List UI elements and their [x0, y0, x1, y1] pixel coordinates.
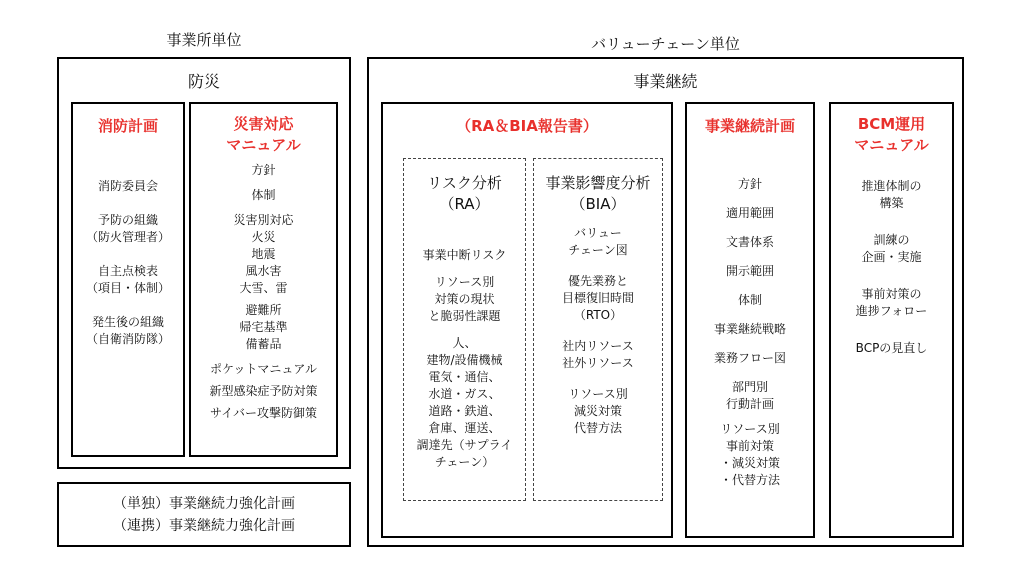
enhancement-plan-single: （単独）事業継続力強化計画 — [113, 496, 295, 512]
bcp-item: ・減災対策 — [719, 456, 780, 470]
bia-item: チェーン図 — [568, 243, 628, 257]
disaster-manual-item: 大雪、雷 — [239, 281, 288, 295]
bcm-manual-items — [831, 178, 952, 357]
bia-item: 社内リソース — [562, 339, 634, 353]
fire-plan-title: 消防計画 — [97, 117, 158, 135]
risk-analysis-item: 水道・ガス、 — [428, 387, 501, 401]
business-continuity-title: 事業継続 — [633, 72, 698, 91]
ra-bia-report-title: （RA＆BIA報告書） — [456, 117, 598, 135]
risk-analysis-item: 電気・通信、 — [428, 370, 501, 384]
disaster-manual-item: 災害別対応 — [233, 213, 294, 227]
disaster-manual-item: 備蓄品 — [245, 337, 282, 351]
fire-plan-item: （防火管理者） — [85, 230, 170, 244]
bcp-item: 開示範囲 — [725, 264, 774, 278]
bcp-item: 方針 — [737, 177, 762, 191]
bcp-items — [687, 176, 813, 489]
bcp-item: 文書体系 — [725, 235, 774, 249]
fire-plan-item: 発生後の組織 — [91, 315, 164, 329]
business-continuity-enhancement-panel — [57, 482, 351, 547]
business-continuity-panel — [367, 57, 964, 547]
disaster-prevention-panel — [57, 57, 351, 469]
disaster-manual-box — [189, 102, 338, 457]
risk-analysis-abbr: （RA） — [439, 195, 490, 213]
disaster-prevention-title: 防災 — [187, 72, 220, 91]
bcp-title: 事業継続計画 — [704, 117, 795, 135]
bia-item: リソース別 — [568, 387, 628, 401]
disaster-manual-item: 体制 — [251, 188, 276, 202]
risk-analysis-item: 調達先（サプライ — [416, 438, 513, 452]
bcp-item: 事前対策 — [725, 439, 774, 453]
business-impact-analysis-title-text: 事業影響度分析 — [545, 174, 651, 192]
fire-plan-items — [73, 178, 183, 348]
disaster-manual-item: 地震 — [251, 247, 276, 261]
fire-plan-item: 消防委員会 — [97, 179, 158, 193]
enhancement-plan-collaborative: （連携）事業継続力強化計画 — [113, 518, 295, 534]
bcp-item: リソース別 — [720, 422, 780, 436]
bcp-item: 部門別 — [731, 380, 768, 394]
bcp-item: ・代替方法 — [719, 473, 780, 487]
risk-analysis-item: 道路・鉄道、 — [428, 404, 501, 418]
disaster-manual-item: 帰宅基準 — [239, 320, 288, 334]
disaster-manual-title — [191, 114, 336, 156]
fire-plan-item: （自衛消防隊） — [85, 332, 170, 346]
bcm-manual-item: 事前対策の — [861, 287, 922, 301]
risk-analysis-box — [403, 158, 526, 501]
bia-item: バリュー — [574, 226, 622, 240]
disaster-manual-item: 避難所 — [245, 303, 282, 317]
bia-item: 目標復旧時間 — [561, 291, 634, 305]
risk-analysis-item: と脆弱性課題 — [428, 309, 501, 323]
bcm-manual-item: 企画・実施 — [861, 250, 922, 264]
risk-analysis-item: チェーン） — [434, 455, 495, 469]
bcm-manual-title-line2: マニュアル — [854, 136, 929, 154]
bia-item: （RTO） — [573, 308, 623, 322]
risk-analysis-item: リソース別 — [434, 275, 495, 289]
fire-plan-item: 自主点検表 — [97, 264, 158, 278]
bcm-manual-box — [829, 102, 954, 538]
bcp-box — [685, 102, 815, 538]
risk-analysis-item: 人、 — [452, 336, 477, 350]
business-impact-analysis-box — [533, 158, 663, 501]
bcp-item: 適用範囲 — [725, 206, 774, 220]
bcm-manual-item: BCPの見直し — [855, 341, 928, 355]
risk-analysis-item: 建物/設備機械 — [426, 353, 503, 367]
value-chain-unit-header: バリューチェーン単位 — [591, 35, 740, 53]
bia-item: 社外リソース — [562, 356, 634, 370]
bcp-item: 業務フロー図 — [713, 351, 786, 365]
disaster-manual-title-line1: 災害対応 — [233, 115, 294, 133]
bcp-item: 事業継続戦略 — [713, 322, 786, 336]
bcm-manual-title-line1: BCM運用 — [857, 115, 926, 133]
bia-item: 代替方法 — [573, 421, 622, 435]
risk-analysis-item: 事業中断リスク — [422, 248, 507, 262]
risk-analysis-title — [404, 173, 525, 215]
disaster-manual-item: ポケットマニュアル — [210, 362, 317, 376]
business-impact-analysis-abbr: （BIA） — [570, 195, 626, 213]
bcm-manual-item: 訓練の — [873, 233, 910, 247]
bcp-item: 体制 — [737, 293, 762, 307]
business-impact-analysis-items — [534, 225, 662, 437]
bcm-manual-item: 推進体制の — [861, 179, 922, 193]
fire-plan-item: 予防の組織 — [97, 213, 158, 227]
bia-item: 優先業務と — [567, 274, 628, 288]
risk-analysis-item: 対策の現状 — [434, 292, 495, 306]
bcm-manual-item: 構築 — [879, 196, 904, 210]
disaster-manual-items — [191, 162, 336, 422]
bcp-item: 行動計画 — [725, 397, 774, 411]
bia-item: 減災対策 — [573, 404, 622, 418]
business-impact-analysis-title — [534, 173, 662, 215]
ra-bia-report-box — [381, 102, 673, 538]
disaster-manual-item: 方針 — [251, 163, 276, 177]
disaster-manual-item: 新型感染症予防対策 — [209, 384, 318, 398]
fire-plan-item: （項目・体制） — [85, 281, 170, 295]
disaster-manual-title-line2: マニュアル — [226, 136, 301, 154]
disaster-manual-item: サイバー攻撃防御策 — [210, 406, 317, 420]
disaster-manual-item: 風水害 — [245, 264, 282, 278]
risk-analysis-items — [404, 247, 525, 471]
disaster-manual-item: 火災 — [251, 230, 276, 244]
risk-analysis-title-text: リスク分析 — [427, 174, 502, 192]
risk-analysis-item: 倉庫、運送、 — [428, 421, 501, 435]
bcm-manual-item: 進捗フォロー — [855, 304, 928, 318]
fire-plan-box — [71, 102, 185, 457]
bcm-manual-title — [831, 114, 952, 156]
site-unit-header: 事業所単位 — [166, 31, 242, 49]
